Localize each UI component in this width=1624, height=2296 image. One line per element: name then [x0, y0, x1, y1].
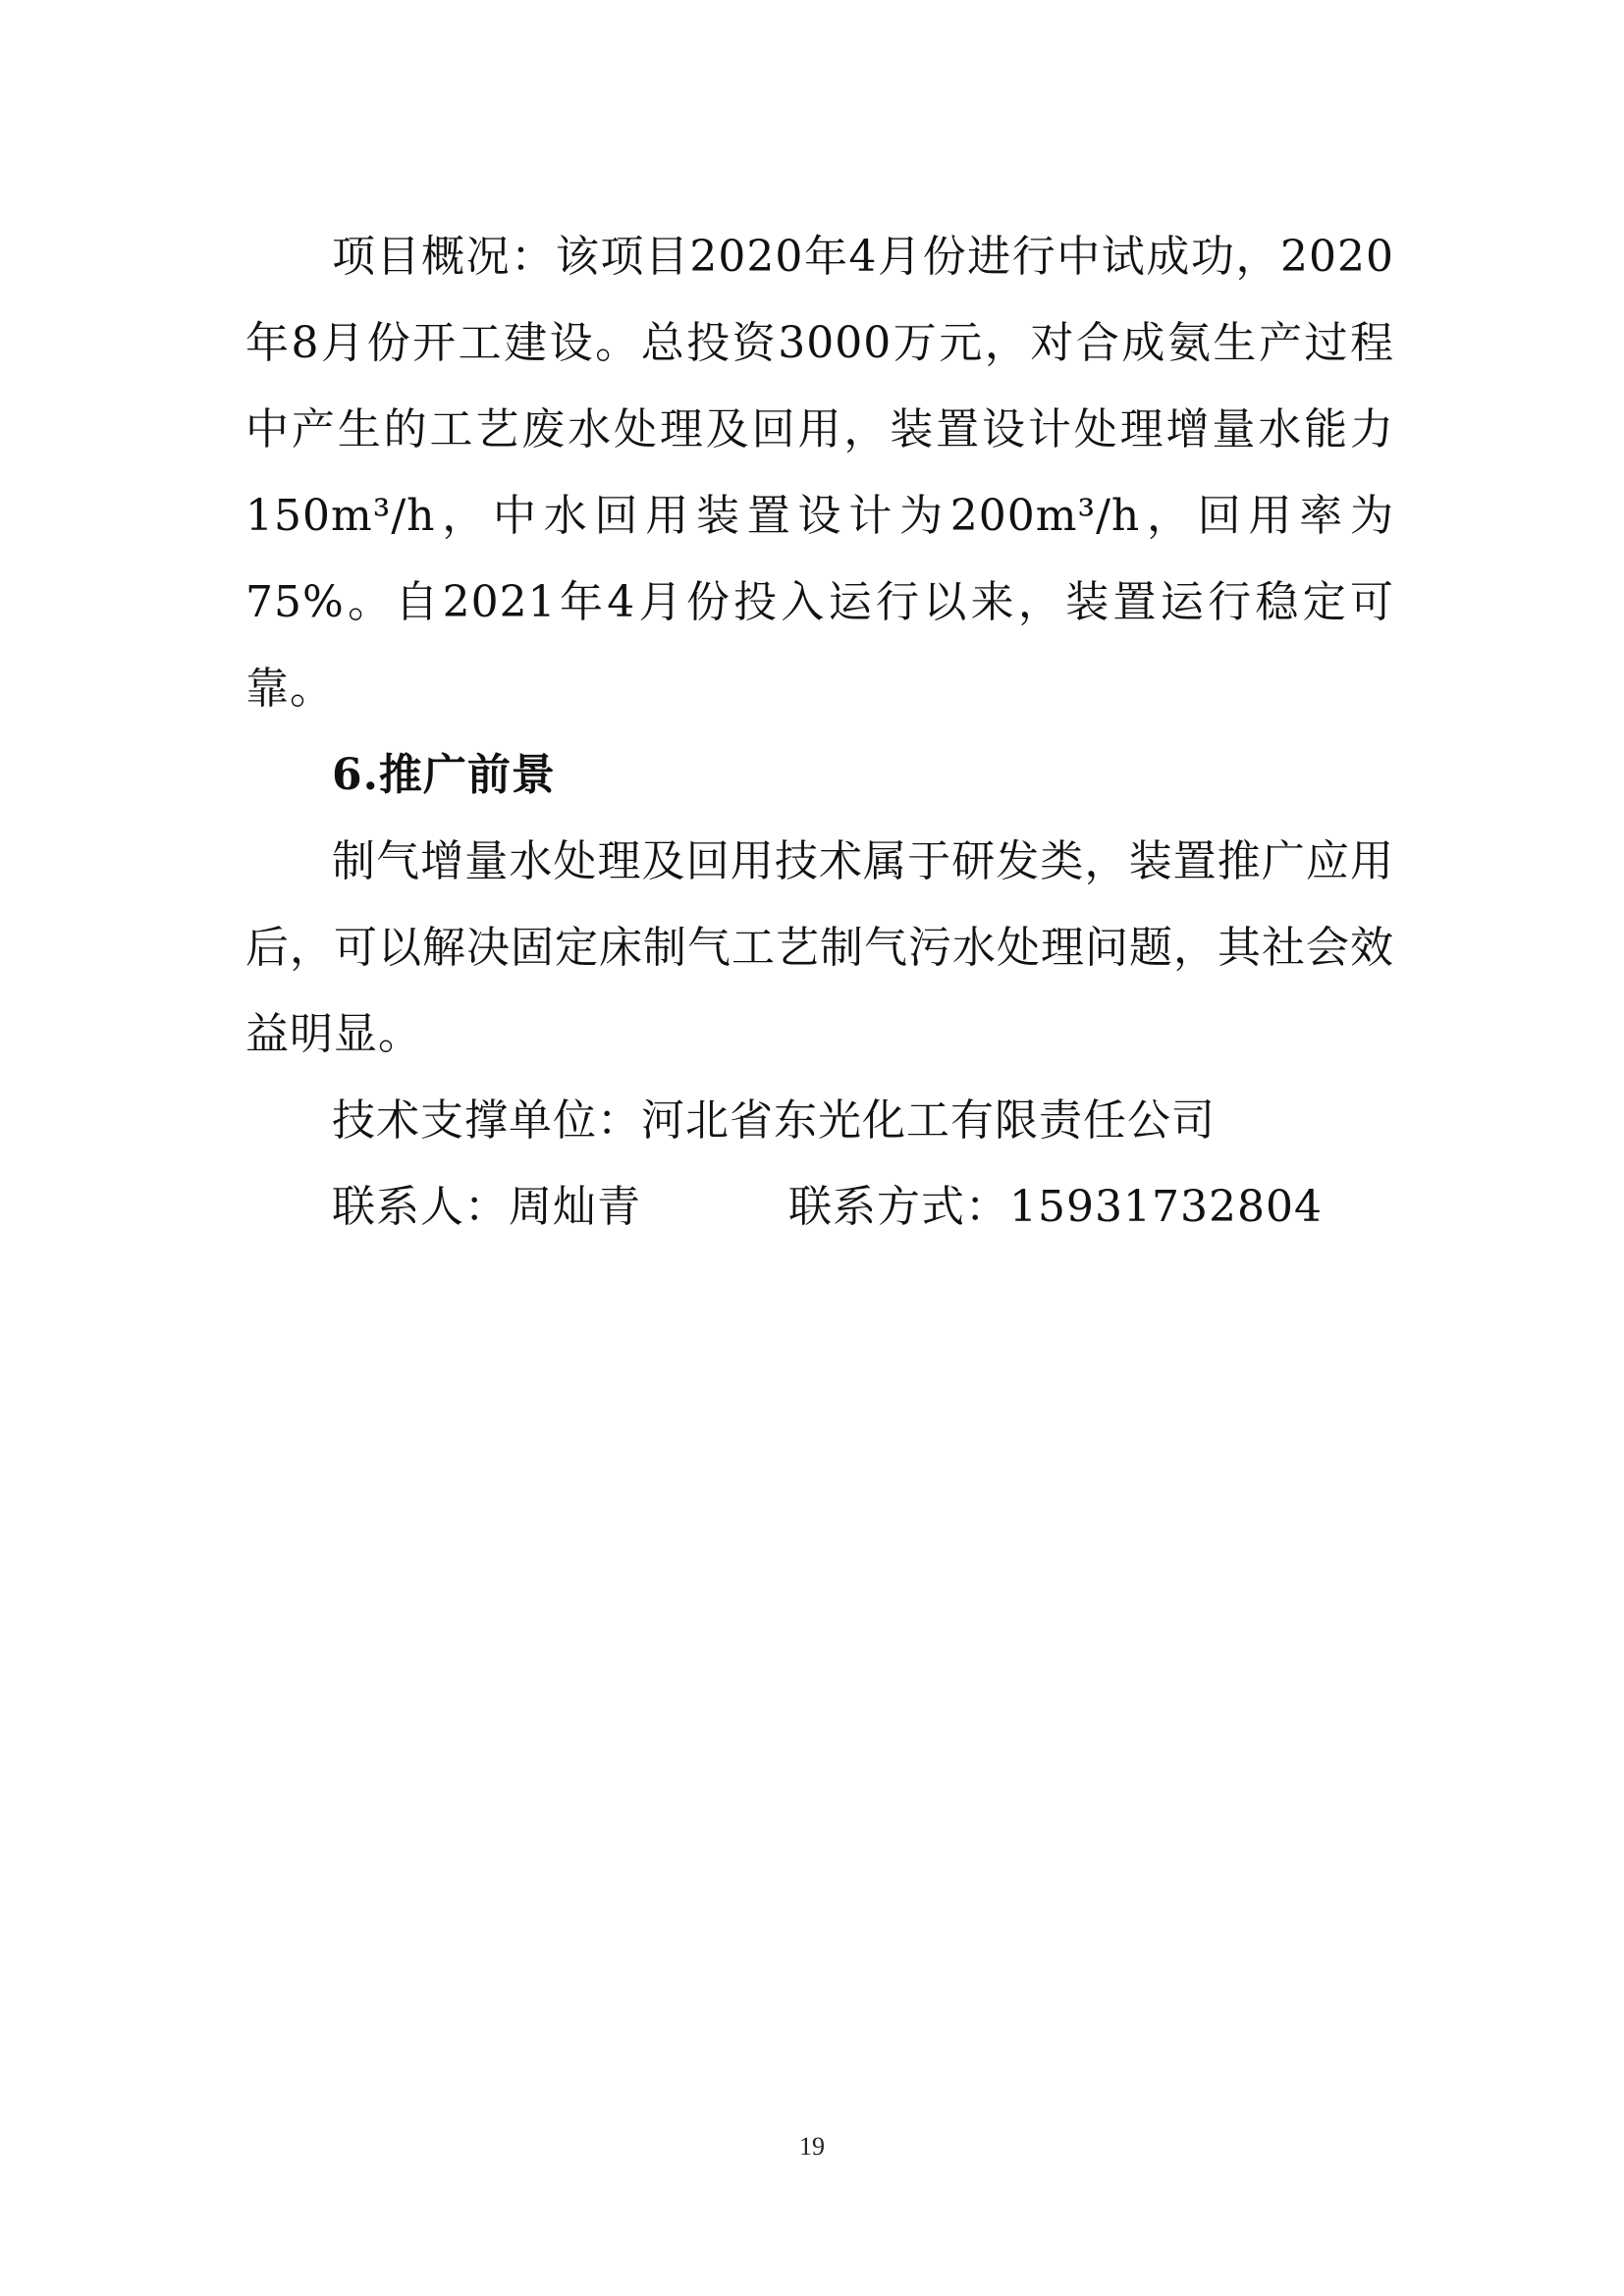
section-heading: 6.推广前景: [332, 750, 556, 800]
contact-person-name: 周灿青: [509, 1182, 641, 1232]
contact-phone-number: 15931732804: [1009, 1182, 1323, 1232]
support-unit-label: 技术支撑单位：: [332, 1095, 641, 1146]
contact-phone-group: [788, 1164, 1323, 1251]
contact-line: [245, 1164, 1394, 1251]
support-unit-value: 河北省东光化工有限责任公司: [641, 1095, 1216, 1146]
contact-person-label: 联系人：: [332, 1182, 509, 1232]
document-body: [245, 214, 1394, 1251]
page-number: 19: [799, 2132, 825, 2161]
support-unit-line: [245, 1078, 1394, 1164]
contact-phone-label: 联系方式：: [788, 1182, 1009, 1232]
promotion-prospect-paragraph: 制气增量水处理及回用技术属于研发类，装置推广应用后，可以解决固定床制气工艺制气污水处理问题，其社会效益明显。: [245, 836, 1394, 1059]
project-overview-paragraph: 项目概况：该项目2020年4月份进行中试成功，2020年8月份开工建设。总投资3000万元，对合成氨生产过程中产生的工艺废水处理及回用，装置设计处理增量水能力150m³/h，中水回用装置设计为200m³/h，回用率为75%。自2021年4月份投入运行以来，装置运行稳定可靠。: [245, 232, 1394, 714]
